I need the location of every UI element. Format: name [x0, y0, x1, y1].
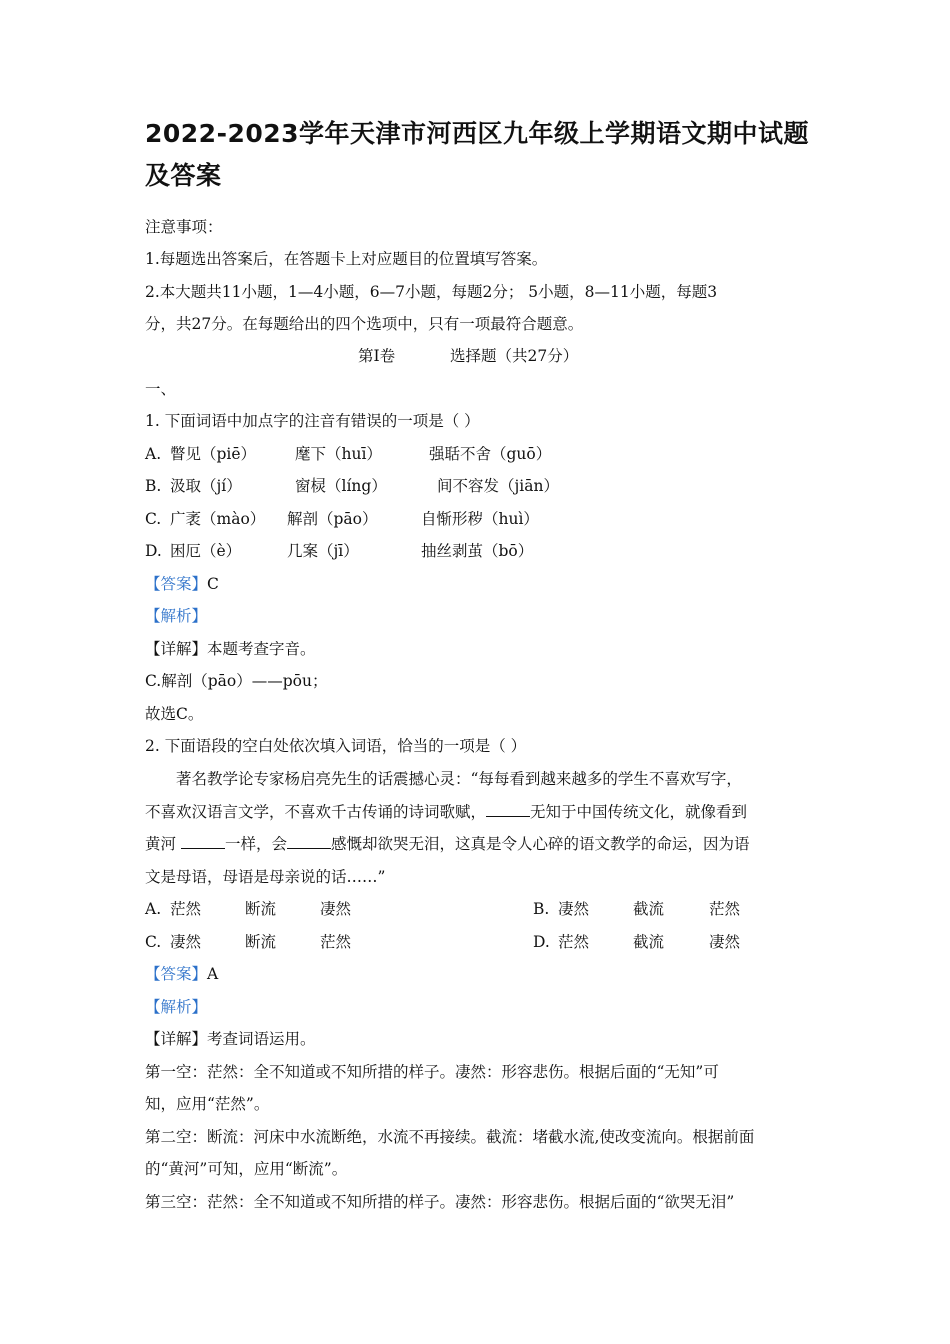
q1-explanation: C.解剖（pāo）——pōu；	[145, 672, 328, 690]
q1-option-word: 强聒不舍（guō）	[429, 445, 552, 463]
q2-option-word: 截流	[633, 933, 665, 951]
passage-text: 一样，会	[224, 835, 287, 853]
q1-option-word: 几案（jī）	[287, 542, 359, 560]
q2-analysis-tag: 【解析】	[145, 998, 208, 1016]
q1-option-word: 麾下（huī）	[295, 445, 382, 463]
q2-detail: 【详解】考查词语运用。	[145, 1030, 316, 1048]
q1-conclusion: 故选C。	[145, 705, 204, 723]
passage-text: 黄河	[145, 835, 181, 853]
notice-item-2b: 分，共27分。在每题给出的四个选项中，只有一项最符合题意。	[145, 315, 584, 333]
section-volume: 第Ⅰ卷	[358, 347, 396, 365]
q1-option-word: 间不容发（jiān）	[437, 477, 559, 495]
q2-option-label: C.	[145, 933, 162, 951]
q1-option-word: 自惭形秽（huì）	[421, 510, 539, 528]
q2-option-word: 茫然	[709, 900, 741, 918]
notice-heading: 注意事项：	[145, 218, 223, 236]
q2-option-word: 茫然	[320, 933, 352, 951]
q1-option-word: 瞥见（piē）	[170, 445, 257, 463]
q1-stem: 1. 下面词语中加点字的注音有错误的一项是（ ）	[145, 412, 480, 430]
q2-option-word: 凄然	[320, 900, 352, 918]
q1-option-word: 困厄（è）	[170, 542, 242, 560]
q2-option-word: 凄然	[558, 900, 590, 918]
fill-blank	[486, 802, 530, 817]
q2-passage-line	[145, 833, 749, 855]
passage-text: 感慨却欲哭无泪，这真是令人心碎的语文教学的命运，因为语	[330, 835, 750, 853]
q2-option-label: A.	[145, 900, 162, 918]
q2-option-word: 截流	[633, 900, 665, 918]
fill-blank	[181, 834, 225, 849]
q2-option-word: 凄然	[170, 933, 202, 951]
section-part: 一、	[145, 380, 177, 398]
q2-explanation: 第三空：茫然：全不知道或不知所措的样子。凄然：形容悲伤。根据后面的“欲哭无泪”	[145, 1193, 735, 1211]
q1-option-label: D.	[145, 542, 162, 560]
q2-explanation: 的“黄河”可知，应用“断流”。	[145, 1160, 348, 1178]
q1-option-word: 抽丝剥茧（bō）	[421, 542, 534, 560]
q1-detail: 【详解】本题考查字音。	[145, 640, 316, 658]
q1-option-word: 窗棂（líng）	[295, 477, 387, 495]
q2-option-word: 茫然	[170, 900, 202, 918]
passage-text: 无知于中国传统文化，就像看到	[530, 803, 748, 821]
notice-item-1: 1.每题选出答案后，在答题卡上对应题目的位置填写答案。	[145, 250, 548, 268]
answer-tag: 【答案】	[145, 575, 208, 593]
q2-option-word: 断流	[245, 900, 277, 918]
q1-option-word: 解剖（pāo）	[287, 510, 378, 528]
q1-option-label: C.	[145, 510, 162, 528]
q2-option-label: B.	[533, 900, 550, 918]
q2-option-label: D.	[533, 933, 550, 951]
q2-option-word: 茫然	[558, 933, 590, 951]
q1-option-label: A.	[145, 445, 162, 463]
q2-explanation: 第二空：断流：河床中水流断绝，水流不再接续。截流：堵截水流,使改变流向。根据前面	[145, 1128, 755, 1146]
q2-option-word: 断流	[245, 933, 277, 951]
q2-passage-line	[145, 801, 747, 823]
q2-explanation: 第一空：茫然：全不知道或不知所措的样子。凄然：形容悲伤。根据后面的“无知”可	[145, 1063, 719, 1081]
q2-passage-line: 著名教学论专家杨启亮先生的话震撼心灵：“每每看到越来越多的学生不喜欢写字，	[176, 770, 742, 788]
notice-item-2a: 2.本大题共11小题，1—4小题，6—7小题，每题2分； 5小题，8—11小题，每题3	[145, 283, 718, 301]
q2-answer	[145, 963, 218, 985]
passage-text: 不喜欢汉语言文学，不喜欢千古传诵的诗词歌赋，	[145, 803, 487, 821]
q1-answer	[145, 573, 219, 595]
q2-passage-line: 文是母语，母语是母亲说的话……”	[145, 868, 386, 886]
section-name: 选择题（共27分）	[450, 347, 579, 365]
q1-option-label: B.	[145, 477, 162, 495]
q2-explanation: 知，应用“茫然”。	[145, 1095, 270, 1113]
q1-option-word: 广袤（mào）	[170, 510, 266, 528]
q1-option-word: 汲取（jí）	[170, 477, 242, 495]
answer-tag: 【答案】	[145, 965, 208, 983]
q1-analysis-tag: 【解析】	[145, 607, 208, 625]
page-title: 2022-2023学年天津市河西区九年级上学期语文期中试题及答案	[145, 119, 810, 190]
q2-option-word: 凄然	[709, 933, 741, 951]
answer-value: C	[207, 575, 219, 593]
answer-value: A	[207, 965, 219, 983]
fill-blank	[287, 834, 331, 849]
q2-stem: 2. 下面语段的空白处依次填入词语，恰当的一项是（ ）	[145, 737, 527, 755]
